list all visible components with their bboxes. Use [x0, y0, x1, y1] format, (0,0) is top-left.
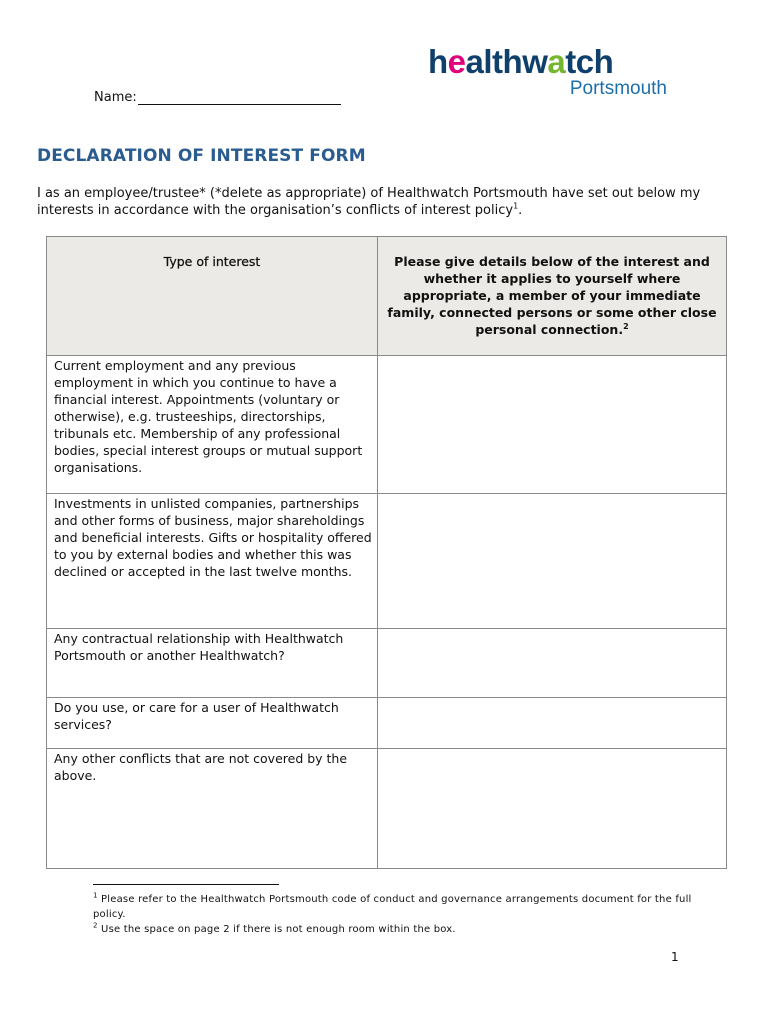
table-row [47, 749, 727, 869]
interest-type-cell: Any contractual relationship with Healthwatch Portsmouth or another Healthwatch? [47, 629, 378, 698]
interest-type-cell: Do you use, or care for a user of Healthwatch services? [47, 698, 378, 749]
footnote-ref-1: 1 [513, 201, 519, 211]
table-row [47, 494, 727, 629]
interest-type-cell: Current employment and any previous employment in which you continue to have a financial interest. Appointments (voluntary or otherwise), e.g. trusteeships, directorships, tribunals etc. Membership of any professional bodies, special interest groups or mutual support organisations. [47, 356, 378, 494]
interest-type-cell: Any other conflicts that are not covered by the above. [47, 749, 378, 869]
footnote-2: $^2$ Use the space on page 2 if there is not enough room within the box. [93, 921, 456, 935]
page-number: 1 [671, 950, 679, 964]
table-header-row [47, 237, 727, 356]
table-row [47, 629, 727, 698]
name-label: Name: [94, 90, 137, 105]
footnote-ref-2: 2 [623, 321, 629, 331]
table-row [47, 698, 727, 749]
logo-wordmark: healthwatch [428, 43, 614, 80]
healthwatch-portsmouth-logo [428, 44, 673, 102]
intro-paragraph: I as an employee/trustee* (*delete as appropriate) of Healthwatch Portsmouth have set out below my interests in accordance with the organisation’s conflicts of interest policy$^1$. [37, 186, 701, 218]
declaration-table [46, 236, 727, 869]
interest-details-input[interactable] [378, 698, 727, 749]
name-field-row [94, 90, 341, 105]
name-input-line[interactable] [138, 91, 341, 105]
header-type-of-interest: Type of interest [47, 237, 378, 356]
table-row [47, 356, 727, 494]
footnote-1: $^1$ Please refer to the Healthwatch Portsmouth code of conduct and governance arrangements document for the full policy. [93, 891, 692, 920]
interest-details-input[interactable] [378, 629, 727, 698]
logo-subtitle: Portsmouth [569, 78, 667, 99]
interest-details-input[interactable] [378, 494, 727, 629]
interest-type-cell: Investments in unlisted companies, partnerships and other forms of business, major shareholdings and beneficial interests. Gifts or hospitality offered to you by external bodies and whether this was declined or accepted in the last twelve months. [47, 494, 378, 629]
footnotes [93, 892, 693, 937]
interest-details-input[interactable] [378, 749, 727, 869]
header-details: Please give details below of the interest and whether it applies to yourself where appropriate, a member of your immediate family, connected persons or some other close personal connection.$^2$ [378, 237, 727, 356]
interest-details-input[interactable] [378, 356, 727, 494]
form-title: DECLARATION OF INTEREST FORM [37, 146, 366, 166]
footnote-divider [93, 884, 279, 885]
